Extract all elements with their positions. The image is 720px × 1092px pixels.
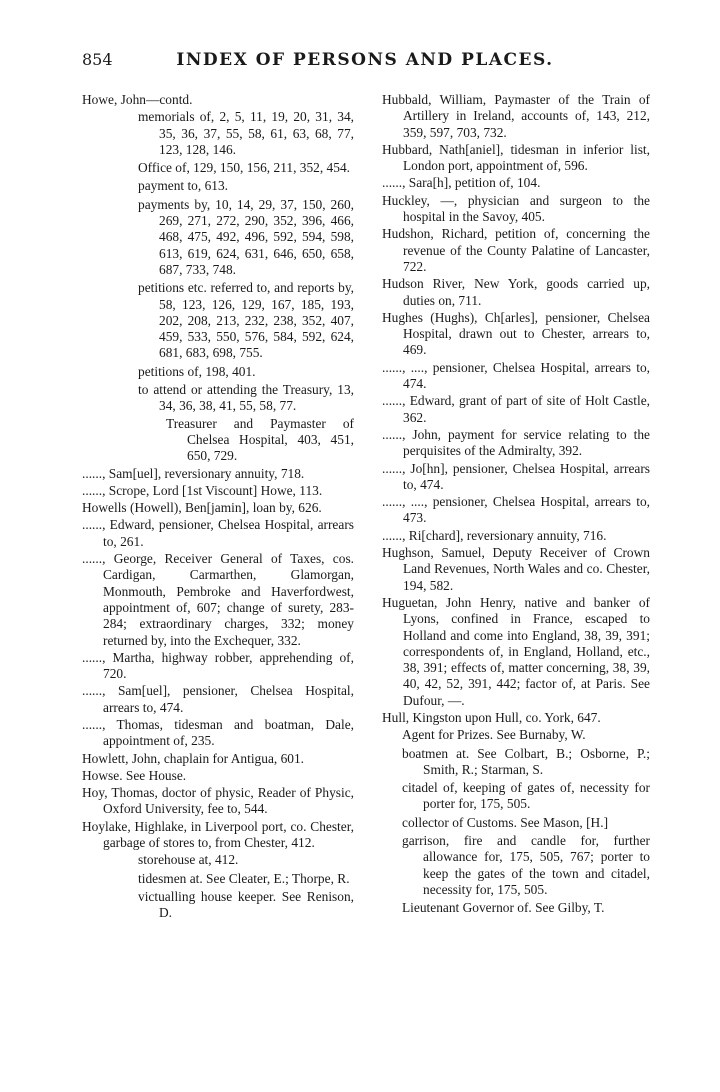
index-entry: Hubbald, William, Paymaster of the Train of Artillery in Ireland, accounts of, 143, 212, 359, 597, 703, 732. [382, 92, 650, 140]
index-entry: boatmen at. See Colbart, B.; Osborne, P.; Smith, R.; Starman, S. [402, 745, 650, 777]
index-entry: tidesmen at. See Cleater, E.; Thorpe, R. [138, 870, 350, 886]
page-title: INDEX OF PERSONS AND PLACES. [176, 50, 554, 70]
index-entry: Hudshon, Richard, petition of, concerning the revenue of the County Palatine of Lancaster, 722. [382, 226, 650, 274]
index-entry: to attend or attending the Treasury, 13, 34, 36, 38, 41, 55, 58, 77. [138, 382, 354, 414]
index-entry: Lieutenant Governor of. See Gilby, T. [402, 900, 605, 916]
index-entry: Hoy, Thomas, doctor of physic, Reader of Physic, Oxford University, fee to, 544. [82, 785, 354, 817]
index-entry: ......, Scrope, Lord [1st Viscount] Howe, 113. [82, 482, 323, 498]
index-entry: petitions of, 198, 401. [138, 363, 256, 379]
index-entry: Howells (Howell), Ben[jamin], loan by, 626. [82, 500, 322, 516]
index-entry: payment to, 613. [138, 178, 229, 194]
page-header [82, 50, 648, 76]
index-entry: ......, Jo[hn], pensioner, Chelsea Hospital, arrears to, 474. [382, 460, 650, 492]
index-entry: Howe, John—contd. [82, 92, 193, 107]
index-entry: victualling house keeper. See Renison, D. [138, 888, 354, 921]
page-number: 854 [82, 50, 113, 69]
index-entry: ......, Edward, grant of part of site of Holt Castle, 362. [382, 393, 650, 425]
index-entry: ......, Edward, pensioner, Chelsea Hospital, arrears to, 261. [82, 517, 354, 549]
index-entry: Howse. See House. [82, 767, 187, 783]
index-entry: Hull, Kingston upon Hull, co. York, 647. [382, 709, 601, 725]
index-entry: ......, Sara[h], petition of, 104. [382, 175, 541, 191]
index-column-right [382, 92, 650, 918]
index-entry: ......, Ri[chard], reversionary annuity, 716. [382, 527, 607, 543]
index-entry: petitions etc. referred to, and reports by, 58, 123, 126, 129, 167, 185, 193, 202, 208, 213, 232, 238, 352, 407, 459, 533, 550, 576, 584, 592, 624, 681, 683, 698, 755. [138, 280, 354, 361]
index-entry: storehouse at, 412. [138, 852, 239, 868]
index-entry: ......, ...., pensioner, Chelsea Hospital, arrears to, 474. [382, 359, 650, 392]
index-entry: ......, John, payment for service relating to the perquisites of the Admiralty, 392. [382, 426, 650, 459]
index-entry: citadel of, keeping of gates of, necessity for porter for, 175, 505. [402, 780, 650, 812]
index-entry: ......, Martha, highway robber, apprehending of, 720. [82, 649, 354, 682]
index-entry: ......, Thomas, tidesman and boatman, Dale, appointment of, 235. [82, 716, 354, 749]
index-entry: Hoylake, Highlake, in Liverpool port, co. Chester, garbage of stores to, from Chester, 412. [82, 818, 354, 851]
index-entry: Treasurer and Paymaster of Chelsea Hospital, 403, 451, 650, 729. [166, 415, 354, 464]
index-entry: ......, Sam[uel], reversionary annuity, 718. [82, 465, 305, 481]
index-column-left [82, 92, 354, 923]
index-entry: payments by, 10, 14, 29, 37, 150, 260, 269, 271, 272, 290, 352, 396, 466, 468, 475, 492, 496, 592, 594, 598, 613, 619, 624, 631, 646, 650, 658, 687, 733, 748. [138, 196, 354, 277]
index-entry: Huguetan, John Henry, native and banker of Lyons, confined in France, escaped to Holland and come into England, 38, 39, 391; correspondents of, in England, Holland, etc., 38, 391; effects of, matter concerning, 38, 39, 40, 42, 52, 391, 442; factor of, at Paris. See Dufour, —. [382, 594, 650, 708]
index-entry: Huckley, —, physician and surgeon to the hospital in the Savoy, 405. [382, 192, 650, 225]
index-entry: Howlett, John, chaplain for Antigua, 601. [82, 750, 305, 766]
index-entry: Hudson River, New York, goods carried up, duties on, 711. [382, 276, 650, 308]
index-entry: memorials of, 2, 5, 11, 19, 20, 31, 34, 35, 36, 37, 55, 58, 61, 63, 68, 77, 123, 128, 146. [138, 109, 354, 157]
index-entry: Hughes (Hughs), Ch[arles], pensioner, Chelsea Hospital, drawn out to Chester, arrears to, 469. [382, 309, 650, 358]
index-entry: Office of, 129, 150, 156, 211, 352, 454. [138, 160, 350, 176]
index-entry: Hubbard, Nath[aniel], tidesman in inferior list, London port, appointment of, 596. [382, 141, 650, 174]
index-entry: collector of Customs. See Mason, [H.] [402, 814, 609, 830]
index-entry: Hughson, Samuel, Deputy Receiver of Crown Land Revenues, North Wales and co. Chester, 194, 582. [382, 545, 650, 593]
index-entry: garrison, fire and candle for, further allowance for, 175, 505, 767; porter to keep the gates of the town and citadel, necessity for, 175, 505. [402, 833, 650, 897]
index-entry: Agent for Prizes. See Burnaby, W. [402, 727, 586, 743]
index-entry: ......, ...., pensioner, Chelsea Hospital, arrears to, 473. [382, 494, 650, 526]
index-entry: ......, Sam[uel], pensioner, Chelsea Hospital, arrears to, 474. [82, 683, 354, 715]
index-entry: ......, George, Receiver General of Taxes, cos. Cardigan, Carmarthen, Glamorgan, Monmouth, Pembroke and Haverfordwest, appointment of, 607; change of surety, 283-284; extraordinary charges, 332; money returned by, into the Exchequer, 332. [82, 551, 354, 648]
